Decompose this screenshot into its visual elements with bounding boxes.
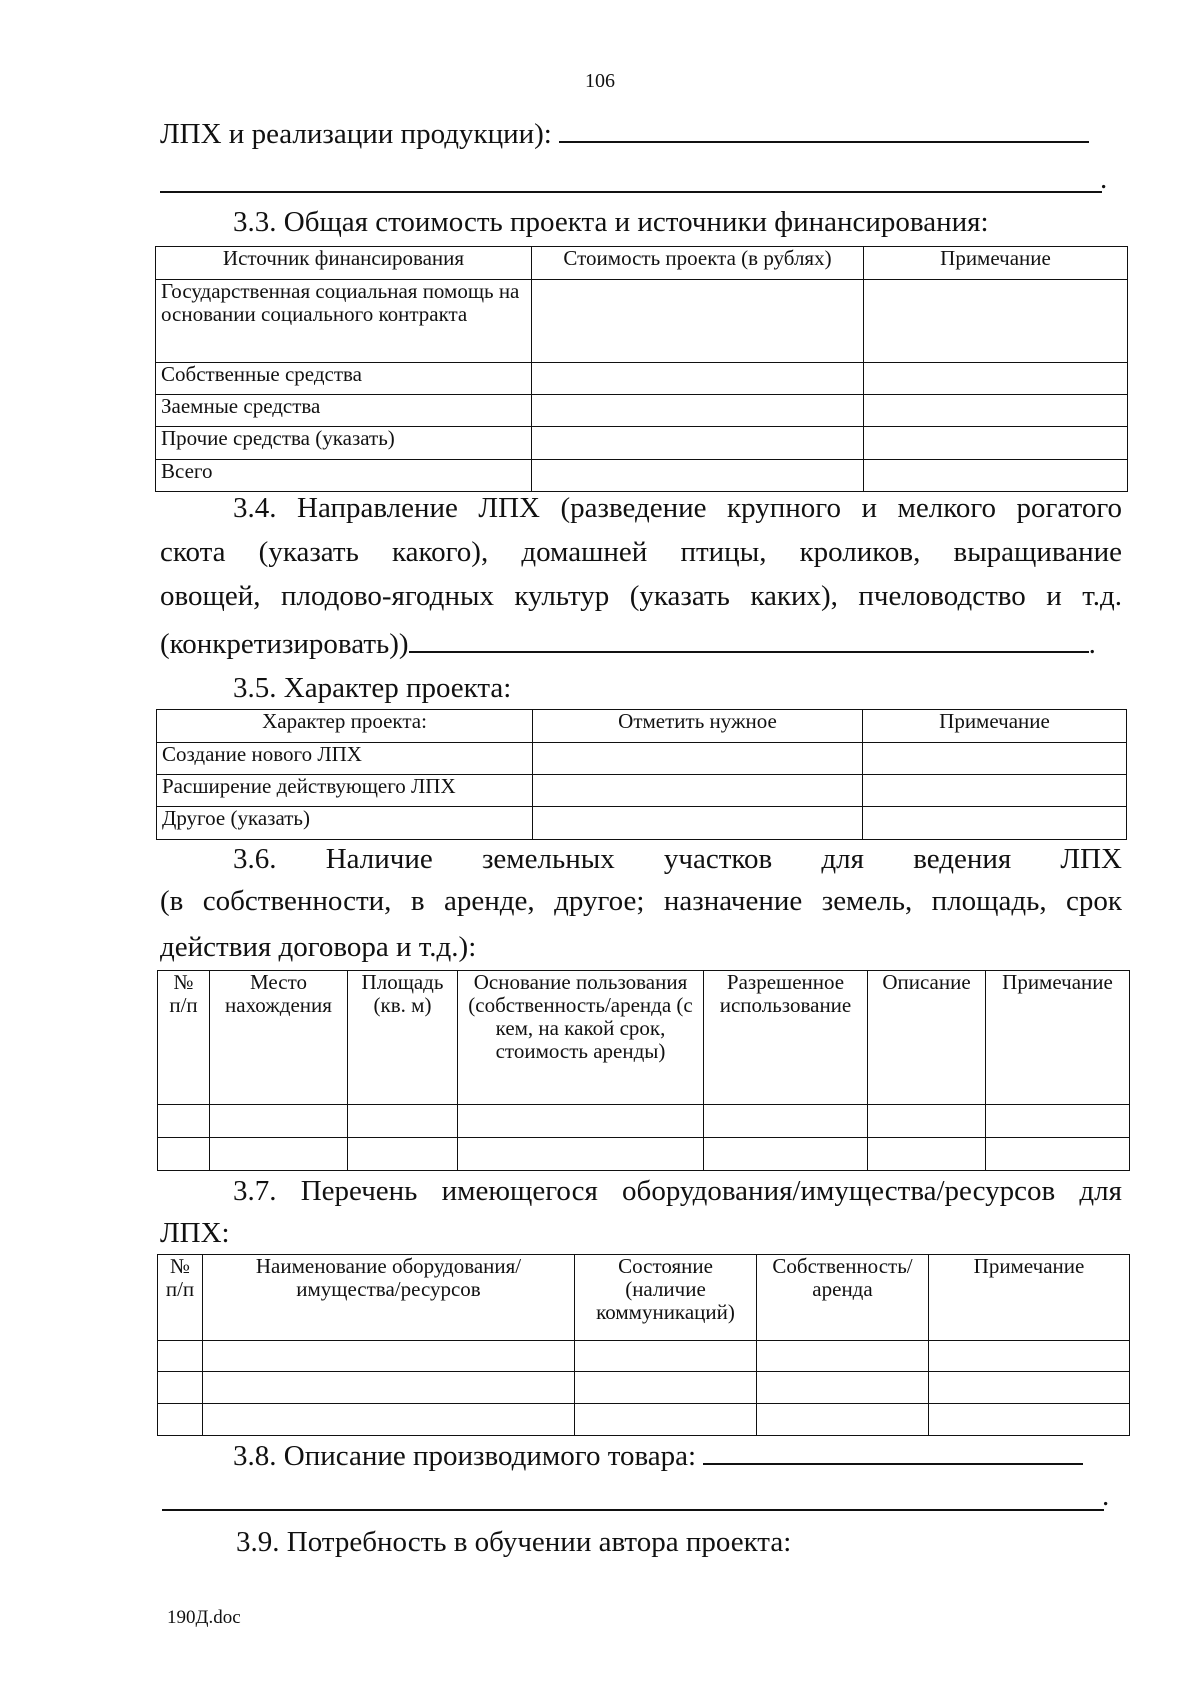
mark-cell[interactable] — [533, 807, 863, 840]
col-header: Характер проекта: — [157, 710, 533, 743]
empty-cell[interactable] — [868, 1105, 986, 1138]
col-header: Примечание — [986, 971, 1130, 1105]
col-header: Наименование оборудования/имущества/ресурсов — [203, 1255, 575, 1341]
table-row — [157, 807, 1127, 840]
row-label: Заемные средства — [156, 395, 532, 427]
empty-cell[interactable] — [757, 1372, 929, 1404]
mark-cell[interactable] — [533, 775, 863, 807]
note-cell[interactable] — [864, 280, 1128, 363]
col-header: № п/п — [158, 1255, 203, 1341]
section-3-4-line: (конкретизировать)) — [160, 628, 409, 660]
section-3-6 — [160, 841, 1122, 925]
empty-cell[interactable] — [575, 1341, 757, 1372]
row-label: Расширение действующего ЛПХ — [157, 775, 533, 807]
cost-cell[interactable] — [532, 363, 864, 395]
empty-cell[interactable] — [986, 1138, 1130, 1171]
col-header: Разрешенное использование — [704, 971, 868, 1105]
empty-cell[interactable] — [158, 1404, 203, 1436]
empty-cell[interactable] — [458, 1138, 704, 1171]
empty-cell[interactable] — [868, 1138, 986, 1171]
equipment-table — [157, 1254, 1130, 1436]
col-header: Основание пользования (собственность/аренда (с кем, на какой срок, стоимость аренды) — [458, 971, 704, 1105]
row-label: Всего — [156, 460, 532, 492]
table-row — [158, 1372, 1130, 1404]
empty-cell[interactable] — [929, 1404, 1130, 1436]
financing-table — [155, 246, 1128, 492]
empty-cell[interactable] — [458, 1105, 704, 1138]
empty-cell[interactable] — [929, 1372, 1130, 1404]
empty-cell[interactable] — [158, 1372, 203, 1404]
section-3-8-heading: 3.8. Описание производимого товара: — [233, 1440, 697, 1472]
land-plots-table — [157, 970, 1130, 1171]
mark-cell[interactable] — [533, 743, 863, 775]
empty-cell[interactable] — [210, 1105, 348, 1138]
note-cell[interactable] — [864, 427, 1128, 460]
cost-cell[interactable] — [532, 395, 864, 427]
table-row — [158, 1404, 1130, 1436]
col-header: Площадь (кв. м) — [348, 971, 458, 1105]
note-cell[interactable] — [864, 363, 1128, 395]
cost-cell[interactable] — [532, 280, 864, 363]
col-header: Источник финансирования — [156, 247, 532, 280]
col-header: Отметить нужное — [533, 710, 863, 743]
empty-cell[interactable] — [986, 1105, 1130, 1138]
note-cell[interactable] — [864, 460, 1128, 492]
col-header: Примечание — [864, 247, 1128, 280]
empty-cell[interactable] — [203, 1341, 575, 1372]
row-label: Государственная социальная помощь на основании социального контракта — [156, 280, 532, 363]
section-3-8-line — [233, 1438, 1083, 1474]
note-cell[interactable] — [863, 743, 1127, 775]
empty-cell[interactable] — [203, 1372, 575, 1404]
note-cell[interactable] — [863, 807, 1127, 840]
section-3-6-line: (в собственности, в аренде, другое; назначение земель, площадь, срок — [160, 885, 1122, 917]
col-header: Собственность/ аренда — [757, 1255, 929, 1341]
direction-blank[interactable] — [409, 647, 1089, 653]
product-description-continuation[interactable] — [162, 1509, 1104, 1511]
col-header: Состояние (наличие коммуникаций) — [575, 1255, 757, 1341]
empty-cell[interactable] — [348, 1105, 458, 1138]
empty-cell[interactable] — [158, 1341, 203, 1372]
table-row — [156, 427, 1128, 460]
empty-cell[interactable] — [158, 1138, 210, 1171]
section-3-7-line: 3.7. Перечень имеющегося оборудования/имущества/ресурсов для — [233, 1175, 1122, 1207]
table-row — [156, 363, 1128, 395]
project-character-table — [156, 709, 1127, 840]
section-3-4-line: овощей, плодово-ягодных культур (указать каких), пчеловодство и т.д. — [160, 580, 1122, 612]
table-row — [157, 743, 1127, 775]
section-3-6-line: действия договора и т.д.): — [160, 931, 477, 963]
empty-cell[interactable] — [704, 1138, 868, 1171]
section-3-9-heading: 3.9. Потребность в обучении автора проекта: — [236, 1526, 792, 1558]
section-3-7 — [160, 1173, 1122, 1215]
section-3-4 — [160, 490, 1122, 622]
empty-cell[interactable] — [210, 1138, 348, 1171]
intro-blank-continuation[interactable] — [160, 191, 1102, 193]
empty-cell[interactable] — [757, 1341, 929, 1372]
col-header: Описание — [868, 971, 986, 1105]
section-3-3-heading: 3.3. Общая стоимость проекта и источники финансирования: — [233, 206, 989, 238]
cost-cell[interactable] — [532, 427, 864, 460]
intro-blank[interactable] — [559, 137, 1089, 143]
row-label: Прочие средства (указать) — [156, 427, 532, 460]
col-header: Место нахождения — [210, 971, 348, 1105]
row-label: Другое (указать) — [157, 807, 533, 840]
empty-cell[interactable] — [158, 1105, 210, 1138]
empty-cell[interactable] — [757, 1404, 929, 1436]
period-mark: . — [1102, 1480, 1110, 1512]
note-cell[interactable] — [864, 395, 1128, 427]
table-row — [158, 1138, 1130, 1171]
section-3-5-heading: 3.5. Характер проекта: — [233, 672, 512, 704]
page-number: 106 — [585, 70, 615, 92]
note-cell[interactable] — [863, 775, 1127, 807]
col-header: № п/п — [158, 971, 210, 1105]
period-mark: . — [1100, 163, 1108, 195]
empty-cell[interactable] — [575, 1404, 757, 1436]
empty-cell[interactable] — [348, 1138, 458, 1171]
footer-filename: 190Д.doc — [167, 1607, 241, 1628]
cost-cell[interactable] — [532, 460, 864, 492]
table-row — [158, 1105, 1130, 1138]
table-row — [157, 775, 1127, 807]
intro-text: ЛПХ и реализации продукции): — [160, 118, 552, 150]
product-description-blank[interactable] — [703, 1459, 1083, 1465]
empty-cell[interactable] — [203, 1404, 575, 1436]
empty-cell[interactable] — [704, 1105, 868, 1138]
row-label: Создание нового ЛПХ — [157, 743, 533, 775]
col-header: Стоимость проекта (в рублях) — [532, 247, 864, 280]
col-header: Примечание — [929, 1255, 1130, 1341]
empty-cell[interactable] — [575, 1372, 757, 1404]
section-3-4-line: 3.4. Направление ЛПХ (разведение крупного и мелкого рогатого — [233, 492, 1122, 524]
empty-cell[interactable] — [929, 1341, 1130, 1372]
table-row — [158, 1341, 1130, 1372]
intro-line — [160, 116, 1089, 152]
section-3-7-line: ЛПХ: — [160, 1217, 230, 1249]
row-label: Собственные средства — [156, 363, 532, 395]
section-3-6-line: 3.6. Наличие земельных участков для ведения ЛПХ — [233, 843, 1122, 875]
section-3-4-line: скота (указать какого), домашней птицы, кроликов, выращивание — [160, 536, 1122, 568]
table-row — [156, 395, 1128, 427]
col-header: Примечание — [863, 710, 1127, 743]
section-3-4-last-line: (конкретизировать)) . — [160, 628, 1096, 660]
table-row — [156, 460, 1128, 492]
table-row — [156, 280, 1128, 363]
